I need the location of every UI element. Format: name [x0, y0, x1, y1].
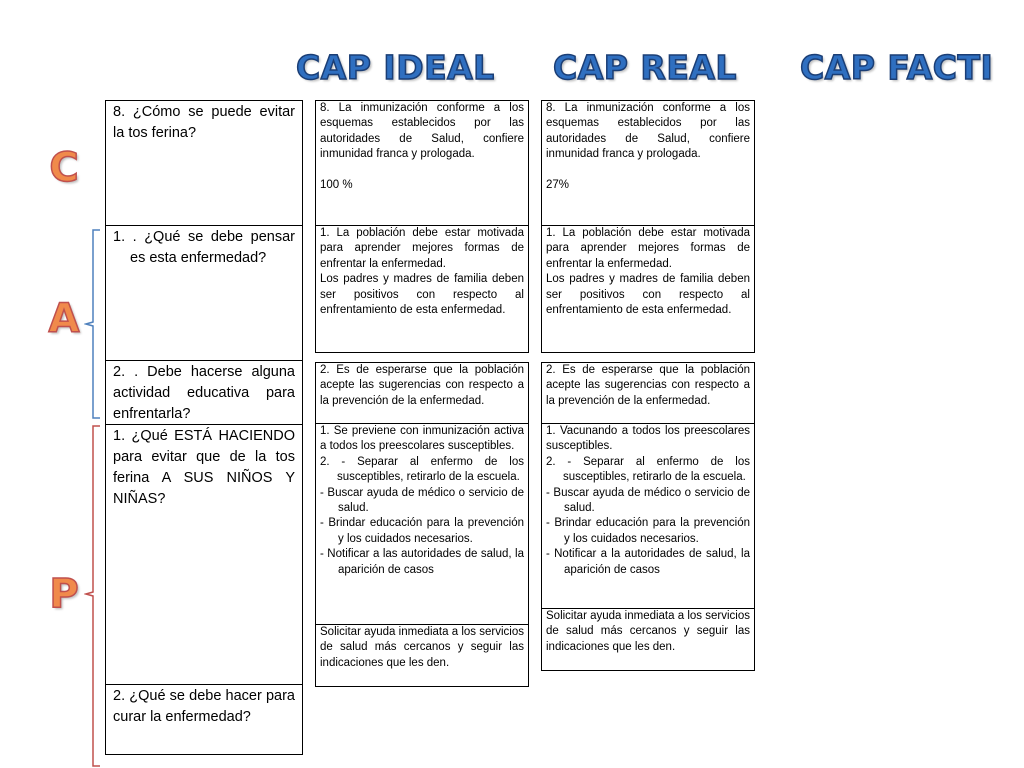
ideal-cell-2 — [315, 225, 529, 353]
real-r4-item-3: - Buscar ayuda de médico o servicio de salud. — [546, 486, 750, 515]
question-cell-3 — [105, 360, 303, 425]
real-r4-item-2: 2. - Separar al enfermo de los susceptibles, retirarlo de la escuela. — [546, 455, 750, 484]
ideal-r4-item-2: 2. - Separar al enfermo de los susceptibles, retirarlo de la escuela. — [320, 455, 524, 484]
real-r1-text: 8. La inmunización conforme a los esquemas establecidos por las autoridades de Salud, confiere inmunidad franca y prologada. — [546, 102, 750, 161]
real-r3-text: 2. Es de esperarse que la población acepte las sugerencias con respecto a la prevención de la enfermedad. — [546, 364, 750, 407]
question-text-5: 2. ¿Qué se debe hacer para curar la enfermedad? — [113, 688, 295, 725]
question-cell-5 — [105, 684, 303, 755]
real-r4-item-1: 1. Vacunando a todos los preescolares susceptibles. — [546, 425, 750, 453]
ideal-cell-3 — [315, 362, 529, 424]
ideal-cell-4 — [315, 423, 529, 625]
real-cell-5 — [541, 608, 755, 671]
question-text-2: 1. . ¿Qué se debe pensar es esta enfermedad? — [113, 229, 295, 266]
label-p: P — [49, 571, 79, 617]
label-a: A — [48, 296, 80, 342]
real-cell-4 — [541, 423, 755, 609]
ideal-r2-p2: Los padres y madres de familia deben ser positivos con respecto al enfrentamiento de esta enfermedad. — [320, 273, 524, 317]
ideal-cell-1 — [315, 100, 529, 226]
ideal-r1-text: 8. La inmunización conforme a los esquemas establecidos por las autoridades de Salud, confiere inmunidad franca y prologada. — [320, 102, 524, 161]
real-cell-1 — [541, 100, 755, 226]
question-cell-2 — [105, 225, 303, 361]
real-r2-p2: Los padres y madres de familia deben ser positivos con respecto al enfrentamiento de esta enfermedad. — [546, 273, 750, 317]
question-cell-1 — [105, 100, 303, 226]
ideal-r3-text: 2. Es de esperarse que la población acepte las sugerencias con respecto a la prevención de la enfermedad. — [320, 364, 524, 407]
ideal-r2-p1: 1. La población debe estar motivada para aprender mejores formas de enfrentar la enfermedad. — [320, 227, 524, 270]
ideal-r4-item-4: - Brindar educación para la prevención y los cuidados necesarios. — [320, 517, 524, 545]
ideal-cell-5 — [315, 624, 529, 687]
ideal-r1-value: 100 % — [320, 178, 353, 191]
real-cell-2 — [541, 225, 755, 353]
question-text-4: 1. ¿Qué ESTÁ HACIENDO para evitar que de la tos ferina A SUS NIÑOS Y NIÑAS? — [113, 428, 295, 507]
real-r2-p1: 1. La población debe estar motivada para aprender mejores formas de enfrentar la enfermedad. — [546, 227, 750, 270]
real-r5-text: Solicitar ayuda inmediata a los servicios de salud más cercanos y seguir las indicaciones que les den. — [546, 610, 750, 653]
cap-real-heading: CAP REAL — [553, 48, 737, 87]
question-text-3: 2. . Debe hacerse alguna actividad educativa para enfrentarla? — [113, 364, 295, 422]
real-r4-item-5: - Notificar a la autoridades de salud, la aparición de casos — [546, 548, 750, 576]
label-c: C — [49, 145, 79, 191]
real-r4-item-4: - Brindar educación para la prevención y los cuidados necesarios. — [546, 517, 750, 545]
cap-facti-heading: CAP FACTI — [800, 48, 994, 87]
real-cell-3 — [541, 362, 755, 424]
question-cell-4 — [105, 424, 303, 685]
ideal-r4-item-1: 1. Se previene con inmunización activa a todos los preescolares susceptibles. — [320, 425, 524, 453]
ideal-r5-text: Solicitar ayuda inmediata a los servicios de salud más cercanos y seguir las indicaciones que les den. — [320, 626, 524, 669]
cap-ideal-heading: CAP IDEAL — [296, 48, 495, 87]
ideal-r4-item-3: - Buscar ayuda de médico o servicio de salud. — [320, 486, 524, 515]
real-r1-value: 27% — [546, 178, 570, 191]
ideal-r4-item-5: - Notificar a las autoridades de salud, la aparición de casos — [320, 548, 524, 576]
question-text-1: 8. ¿Cómo se puede evitar la tos ferina? — [113, 104, 295, 141]
